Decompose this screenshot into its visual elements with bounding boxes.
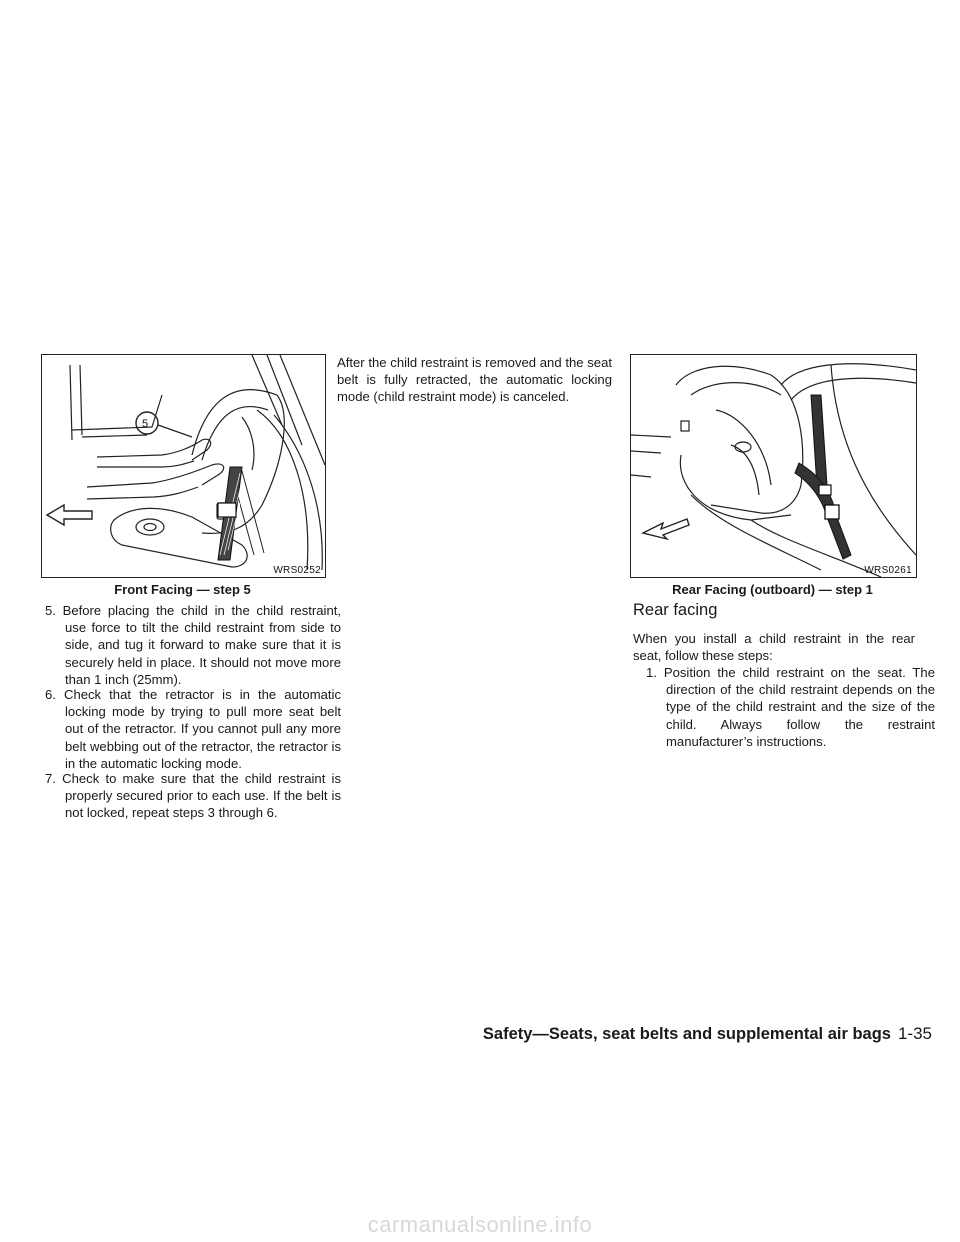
page-number: 1-35 [897, 1024, 932, 1043]
figure-caption-rear: Rear Facing (outboard) — step 1 [672, 582, 873, 597]
section-heading-rear-facing: Rear facing [633, 601, 718, 619]
rear-facing-figure [630, 354, 917, 578]
front-facing-illustration [42, 355, 325, 577]
figure-callout-5: 5 [142, 418, 149, 430]
step-5: 5. Before placing the child in the child restraint, use force to tilt the child restraint from side to side, and tug it forward to make sure that it is securely held in place. It should not move more than 1 inch (25mm). [45, 603, 341, 687]
lock-cancel-paragraph: After the child restraint is removed and the seat belt is fully retracted, the automatic locking mode (child restraint mode) is canceled. [337, 355, 612, 405]
step-6: 6. Check that the retractor is in the automatic locking mode by trying to pull more seat belt out of the retractor. If you cannot pull any more belt webbing out of the retractor, the retractor is in the automatic locking mode. [45, 687, 341, 771]
footer-section-title: Safety—Seats, seat belts and supplemental air bags [482, 1025, 891, 1043]
rear-step-1: 1. Position the child restraint on the seat. The direction of the child restraint depends on the type of the child restraint and the size of the child. Always follow the restraint manufacturer’s instructions. [646, 665, 935, 749]
watermark: carmanualsonline.info [367, 1212, 593, 1237]
rear-facing-intro: When you install a child restraint in the rear seat, follow these steps: [633, 631, 915, 664]
figure-caption-front: Front Facing — step 5 [114, 582, 251, 597]
rear-facing-illustration [631, 355, 916, 577]
figure-code-front: WRS0252 [273, 565, 321, 576]
figure-code-rear: WRS0261 [864, 565, 912, 576]
front-facing-figure [41, 354, 326, 578]
step-7: 7. Check to make sure that the child restraint is properly secured prior to each use. If the belt is not locked, repeat steps 3 through 6. [45, 771, 341, 821]
page-footer [483, 1024, 932, 1044]
